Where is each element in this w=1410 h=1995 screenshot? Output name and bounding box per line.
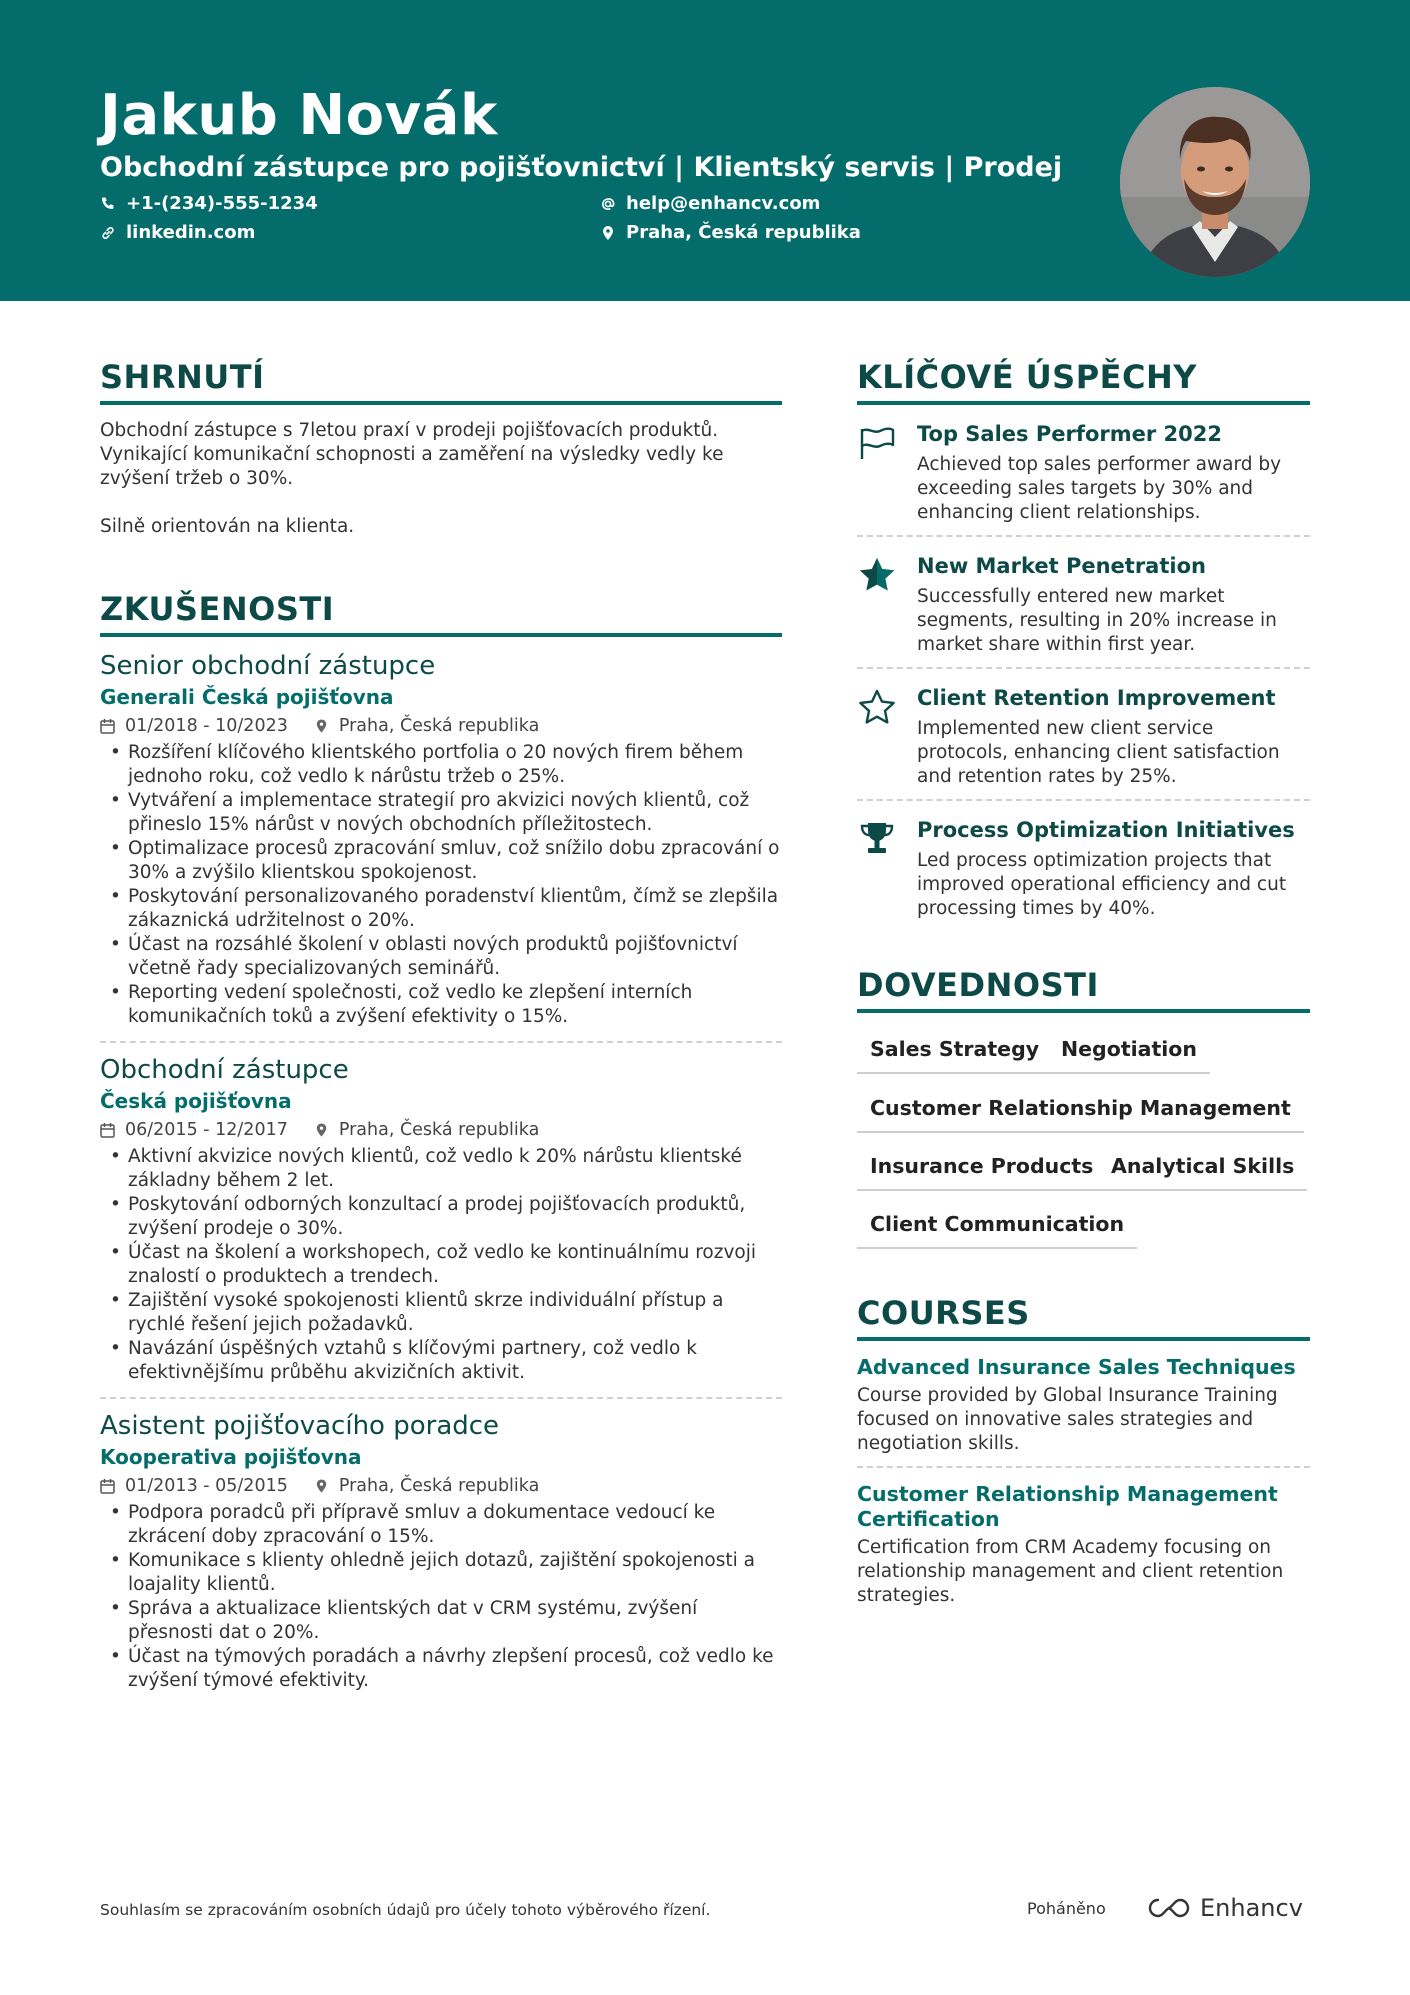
candidate-headline: Obchodní zástupce pro pojišťovnictví | Klientský servis | Prodej bbox=[100, 152, 1063, 183]
achievement-text: Successfully entered new market segments, resulting in 20% increase in market share within first year. bbox=[917, 586, 1277, 655]
job-bullets bbox=[100, 741, 782, 1029]
left-column bbox=[100, 355, 782, 1693]
experience-heading: ZKUŠENOSTI bbox=[100, 587, 782, 637]
phone-icon bbox=[100, 196, 116, 212]
profile-photo bbox=[1120, 87, 1310, 277]
skills-section bbox=[857, 963, 1310, 1236]
achievement-text: Led process optimization projects that improved operational efficiency and cut processing times by 40%. bbox=[917, 850, 1287, 919]
skill-tag: Analytical Skills bbox=[1098, 1144, 1307, 1191]
job-location bbox=[314, 713, 539, 739]
summary-section bbox=[100, 355, 782, 539]
skill-tag: Negotiation bbox=[1048, 1027, 1210, 1074]
divider bbox=[100, 1041, 782, 1043]
job-title: Obchodní zástupce bbox=[100, 1055, 349, 1085]
job-entry bbox=[100, 1053, 782, 1385]
divider bbox=[857, 535, 1310, 537]
right-column bbox=[857, 355, 1310, 1608]
achievement-title: Client Retention Improvement bbox=[917, 686, 1276, 710]
job-bullet: • Vytváření a implementace strategií pro akvizici nových klientů, což přineslo 15% nárůst v nových obchodních příležitostech. bbox=[100, 789, 782, 837]
star-filled-icon bbox=[857, 555, 897, 595]
course-item bbox=[857, 1482, 1310, 1608]
skill-tag: Customer Relationship Management bbox=[857, 1086, 1304, 1133]
achievement-text: Achieved top sales performer award by exceeding sales targets by 30% and enhancing client relationships. bbox=[917, 454, 1282, 523]
job-bullet: • Aktivní akvizice nových klientů, což vedlo k 20% nárůstu klientské základny během 2 let. bbox=[100, 1145, 782, 1193]
job-bullet: • Účast na týmových poradách a návrhy zlepšení procesů, což vedlo ke zvýšení týmové efektivity. bbox=[100, 1645, 782, 1693]
job-bullet: • Poskytování odborných konzultací a prodej pojišťovacích produktů, zvýšení prodeje o 30%. bbox=[100, 1193, 782, 1241]
achievement-item bbox=[857, 815, 1310, 921]
consent-statement: Souhlasím se zpracováním osobních údajů pro účely tohoto výběrového řízení. bbox=[100, 1901, 711, 1919]
achievement-item bbox=[857, 419, 1310, 525]
course-title: Advanced Insurance Sales Techniques bbox=[857, 1355, 1296, 1379]
achievement-title: New Market Penetration bbox=[917, 554, 1206, 578]
job-bullet: • Rozšíření klíčového klientského portfolia o 20 nových firem během jednoho roku, což vedlo k nárůstu tržeb o 25%. bbox=[100, 741, 782, 789]
email-text: help@enhancv.com bbox=[626, 193, 821, 214]
company-name: Česká pojišťovna bbox=[100, 1089, 292, 1113]
at-icon bbox=[600, 196, 616, 212]
job-location-text: Praha, Česká republika bbox=[338, 1120, 540, 1140]
linkedin-text: linkedin.com bbox=[126, 222, 256, 243]
job-meta bbox=[100, 1473, 782, 1499]
course-text: Certification from CRM Academy focusing on relationship management and client retention strategies. bbox=[857, 1537, 1284, 1606]
job-bullet: • Účast na školení a workshopech, což vedlo ke kontinuálnímu rozvoji znalostí o produktech a trendech. bbox=[100, 1241, 782, 1289]
job-meta bbox=[100, 1117, 782, 1143]
star-outline-icon bbox=[857, 687, 897, 727]
course-text: Course provided by Global Insurance Training focused on innovative sales strategies and negotiation skills. bbox=[857, 1385, 1278, 1454]
achievement-text: Implemented new client service protocols, enhancing client satisfaction and retention rates by 25%. bbox=[917, 718, 1280, 787]
job-location bbox=[314, 1117, 539, 1143]
powered-by-label: Poháněno bbox=[1027, 1899, 1106, 1918]
location-pin-icon bbox=[314, 1122, 329, 1138]
job-dates bbox=[100, 1473, 288, 1499]
location-pin-icon bbox=[314, 718, 329, 734]
job-dates-text: 06/2015 - 12/2017 bbox=[125, 1120, 288, 1140]
location-text: Praha, Česká republika bbox=[626, 222, 861, 243]
achievements-section bbox=[857, 355, 1310, 921]
achievement-item bbox=[857, 683, 1310, 789]
enhancv-brand-text: Enhancv bbox=[1200, 1894, 1303, 1922]
job-location bbox=[314, 1473, 539, 1499]
divider bbox=[857, 1466, 1310, 1468]
achievement-item bbox=[857, 551, 1310, 657]
enhancv-logo[interactable] bbox=[1146, 1894, 1303, 1922]
link-icon bbox=[100, 225, 116, 241]
divider bbox=[857, 799, 1310, 801]
achievements-heading: KLÍČOVÉ ÚSPĚCHY bbox=[857, 355, 1310, 405]
summary-heading: SHRNUTÍ bbox=[100, 355, 782, 405]
location-pin-icon bbox=[314, 1478, 329, 1494]
contact-linkedin[interactable] bbox=[100, 220, 255, 246]
job-bullet: • Optimalizace procesů zpracování smluv, což snížilo dobu zpracování o 30% a zvýšilo klientskou spokojenost. bbox=[100, 837, 782, 885]
courses-heading: COURSES bbox=[857, 1291, 1310, 1341]
location-pin-icon bbox=[600, 225, 616, 241]
divider bbox=[857, 667, 1310, 669]
resume-header bbox=[0, 0, 1410, 301]
job-bullets bbox=[100, 1501, 782, 1693]
flag-icon bbox=[857, 423, 897, 463]
trophy-icon bbox=[857, 819, 897, 859]
company-name: Generali Česká pojišťovna bbox=[100, 685, 394, 709]
skill-tag: Sales Strategy bbox=[857, 1027, 1052, 1074]
summary-paragraph-2: Silně orientován na klienta. bbox=[100, 516, 355, 537]
job-bullet: • Správa a aktualizace klientských dat v CRM systému, zvýšení přesnosti dat o 20%. bbox=[100, 1597, 782, 1645]
job-title: Asistent pojišťovacího poradce bbox=[100, 1411, 500, 1441]
achievement-title: Top Sales Performer 2022 bbox=[917, 422, 1223, 446]
summary-paragraph-1: Obchodní zástupce s 7letou praxí v prodeji pojišťovacích produktů. Vynikající komunikační schopnosti a zaměření na výsledky vedly ke zvýšení tržeb o 30%. bbox=[100, 420, 724, 489]
achievement-title: Process Optimization Initiatives bbox=[917, 818, 1295, 842]
job-location-text: Praha, Česká republika bbox=[338, 716, 540, 736]
skill-tag: Client Communication bbox=[857, 1202, 1137, 1249]
courses-section bbox=[857, 1291, 1310, 1608]
skills-heading: DOVEDNOSTI bbox=[857, 963, 1310, 1013]
job-title: Senior obchodní zástupce bbox=[100, 651, 436, 681]
skills-list bbox=[857, 1013, 1310, 1236]
job-bullet: • Komunikace s klienty ohledně jejich dotazů, zajištění spokojenosti a loajality klientů. bbox=[100, 1549, 782, 1597]
job-bullets bbox=[100, 1145, 782, 1385]
job-dates bbox=[100, 713, 288, 739]
experience-section bbox=[100, 587, 782, 1693]
company-name: Kooperativa pojišťovna bbox=[100, 1445, 362, 1469]
job-meta bbox=[100, 713, 782, 739]
contact-phone[interactable] bbox=[100, 191, 318, 217]
course-item bbox=[857, 1355, 1310, 1456]
job-bullet: • Podpora poradců při přípravě smluv a dokumentace vedoucí ke zkrácení doby zpracování o 15%. bbox=[100, 1501, 782, 1549]
calendar-icon bbox=[100, 718, 115, 734]
candidate-name: Jakub Novák bbox=[100, 83, 498, 148]
job-dates bbox=[100, 1117, 288, 1143]
skill-tag: Insurance Products bbox=[857, 1144, 1106, 1191]
job-entry bbox=[100, 649, 782, 1029]
enhancv-logo-icon bbox=[1146, 1896, 1192, 1920]
job-dates-text: 01/2018 - 10/2023 bbox=[125, 716, 288, 736]
contact-location bbox=[600, 220, 861, 246]
job-bullet: • Zajištění vysoké spokojenosti klientů skrze individuální přístup a rychlé řešení jejich požadavků. bbox=[100, 1289, 782, 1337]
course-title: Customer Relationship Management Certification bbox=[857, 1482, 1278, 1531]
job-bullet: • Poskytování personalizovaného poradenství klientům, čímž se zlepšila zákaznická udržitelnost o 20%. bbox=[100, 885, 782, 933]
phone-text: +1-(234)-555-1234 bbox=[126, 193, 318, 214]
job-location-text: Praha, Česká republika bbox=[338, 1476, 540, 1496]
job-bullet: • Účast na rozsáhlé školení v oblasti nových produktů pojišťovnictví včetně řady specializovaných seminářů. bbox=[100, 933, 782, 981]
calendar-icon bbox=[100, 1478, 115, 1494]
calendar-icon bbox=[100, 1122, 115, 1138]
job-dates-text: 01/2013 - 05/2015 bbox=[125, 1476, 288, 1496]
contact-email[interactable] bbox=[600, 191, 820, 217]
job-bullet: • Reporting vedení společnosti, což vedlo ke zlepšení interních komunikačních toků a zvýšení efektivity o 15%. bbox=[100, 981, 782, 1029]
job-entry bbox=[100, 1409, 782, 1693]
job-bullet: • Navázání úspěšných vztahů s klíčovými partnery, což vedlo k efektivnějšímu průběhu akvizičních aktivit. bbox=[100, 1337, 782, 1385]
divider bbox=[100, 1397, 782, 1399]
